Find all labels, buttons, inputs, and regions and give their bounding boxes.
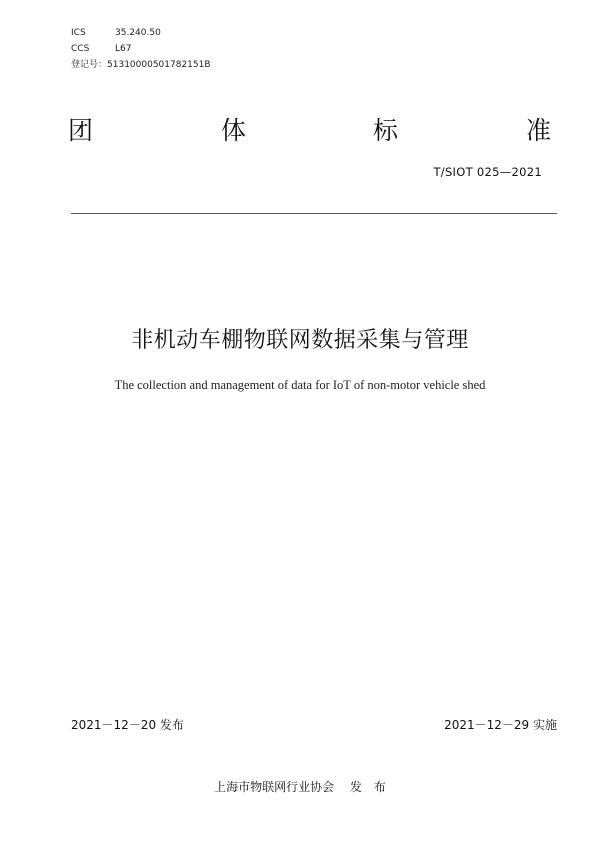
issuer-line: 上海市物联网行业协会 发 布 <box>214 780 386 794</box>
implement-date: 2021－12－29 实施 <box>444 718 557 732</box>
document-title-chinese: 非机动车棚物联网数据采集与管理 <box>131 328 469 353</box>
header-char-3: 标 <box>373 116 399 145</box>
ics-label: ICS <box>71 28 86 38</box>
registration-value: 51310000501782151B <box>107 60 211 70</box>
standard-number: T/SIOT 025—2021 <box>433 165 542 179</box>
ics-value: 35.240.50 <box>115 28 161 38</box>
ccs-value: L67 <box>115 44 132 54</box>
document-title-english: The collection and management of data for IoT of non-motor vehicle shed <box>114 378 486 392</box>
publish-date: 2021－12－20 发布 <box>71 718 184 732</box>
header-char-1: 团 <box>68 116 94 145</box>
header-char-4: 准 <box>526 116 552 145</box>
ccs-line <box>71 44 131 55</box>
ccs-label: CCS <box>71 44 90 54</box>
header-char-2: 体 <box>221 116 247 145</box>
registration-line <box>71 60 211 71</box>
header-divider <box>71 213 557 214</box>
ics-line <box>71 28 161 39</box>
registration-label: 登记号： <box>71 60 108 70</box>
